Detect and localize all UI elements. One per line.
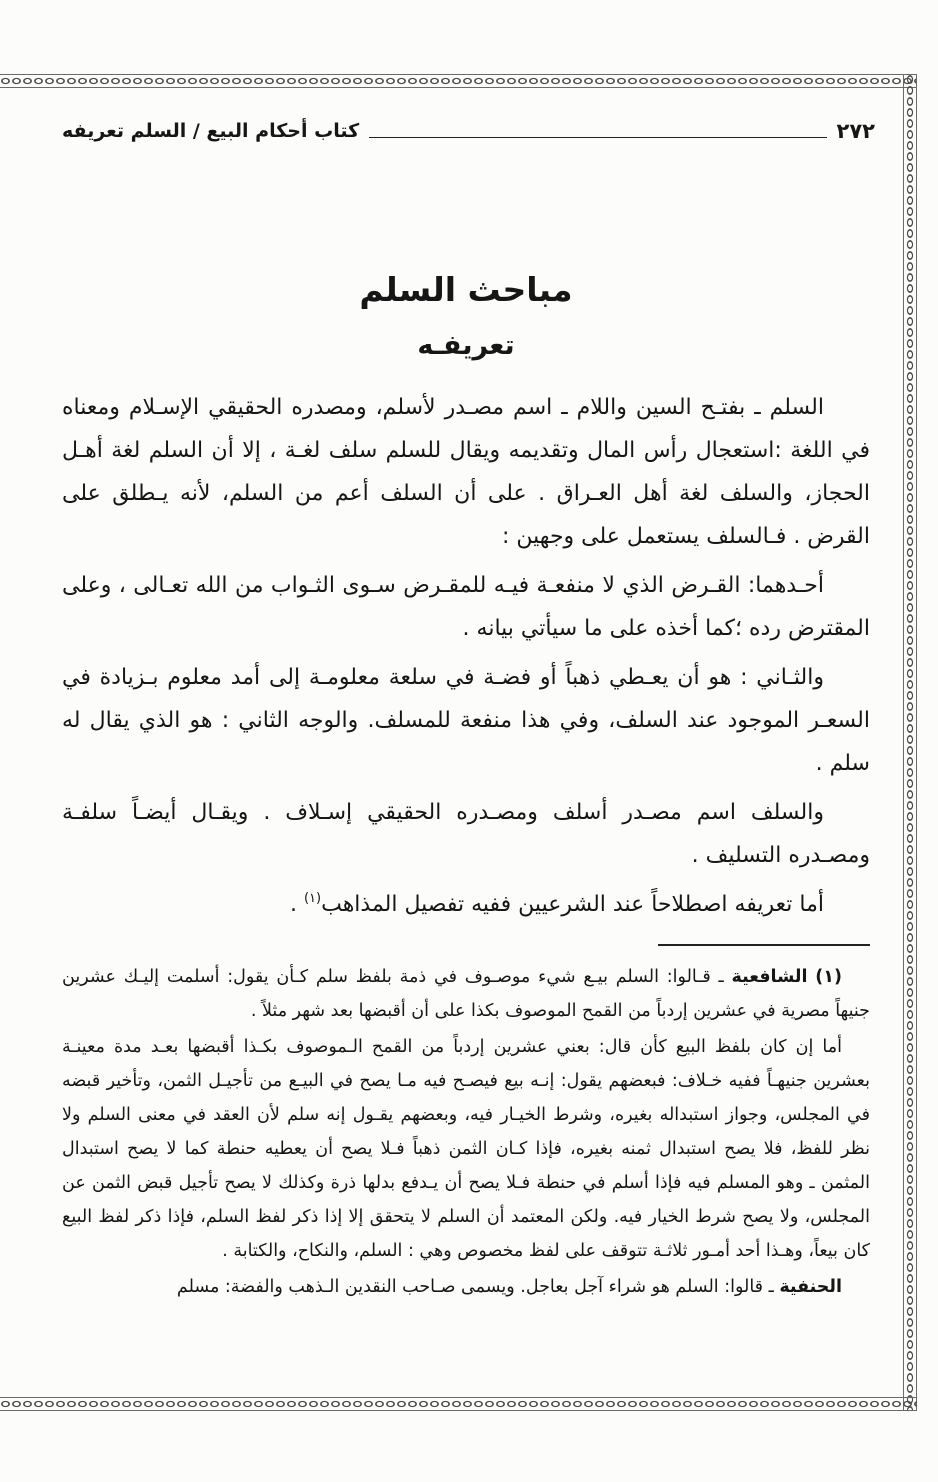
page-number: ٢٧٢ bbox=[836, 119, 875, 143]
footnote-marker: (١) bbox=[815, 967, 842, 987]
footnote-term-hanafi: الحنفية bbox=[779, 1277, 842, 1297]
footnote-reference: (١) bbox=[303, 891, 322, 906]
body-paragraph: والثـاني : هو أن يعـطي ذهباً أو فضـة في سلعة معلومـة إلى أمد معلوم بـزيادة في السعـر الموجود عند السلف، وفي هذا منفعة للمسلف. والوجه الثاني : هو الذي يقال له سلم . bbox=[62, 665, 870, 776]
decorative-border-top bbox=[0, 74, 917, 88]
footnotes bbox=[62, 960, 870, 1304]
footnote-separator bbox=[658, 944, 870, 946]
footnote-paragraph bbox=[62, 960, 870, 1028]
body-paragraph-closing bbox=[62, 883, 870, 926]
chapter-title: مباحث السلم bbox=[359, 270, 573, 309]
footnote-text: ـ قـالوا: السلم بيـع شيء موصـوف في ذمة بلفظ سلم كـأن يقول: أسلمت إليـك عشرين جنيهاً مصرية في عشرين إردباً من القمح الموصوف بكذا على أن أقبضها بعد شهر مثلاً . bbox=[62, 967, 870, 1021]
main-text bbox=[62, 386, 870, 926]
section-title: تعريفـه bbox=[417, 330, 515, 361]
closing-text: أما تعريفه اصطلاحاً عند الشرعيين ففيه تفصيل المذاهب bbox=[321, 892, 824, 917]
body-paragraph: السلم ـ بفتـح السين واللام ـ اسم مصـدر لأسلم، ومصدره الحقيقي الإسـلام ومعناه في اللغة :استعجال رأس المال وتقديمه ويقال للسلم سلف لغـة ، إلا أن السلم لغة أهـل الحجاز، والسلف لغة أهل العـراق . على أن السلف أعم من السلم، لأنه يـطلق على القرض . فـالسلف يستعمل على وجهين : bbox=[62, 395, 870, 549]
decorative-border-bottom bbox=[0, 1397, 917, 1411]
footnote-text: ـ قالوا: السلم هو شراء آجل بعاجل. ويسمى صـاحب النقدين الـذهب والفضة: مسلم bbox=[176, 1277, 774, 1297]
closing-end: . bbox=[289, 892, 304, 917]
decorative-border-right bbox=[903, 74, 917, 1411]
footnote-paragraph bbox=[62, 1270, 870, 1304]
header-rule bbox=[369, 137, 826, 138]
body-paragraph: أحـدهما: القـرض الذي لا منفعـة فيـه للمقـرض سـوى الثـواب من الله تعـالى ، وعلى المقترض رده ؛كما أخذه على ما سيأتي بيانه . bbox=[62, 573, 870, 641]
footnote-paragraph: أما إن كان بلفظ البيع كأن قال: بعني عشرين إردباً من القمح الـموصوف بكـذا أقبضها بعـد مدة معينـة بعشرين جنيهـاً ففيه خـلاف: فبعضهم يقول: إنـه بيع فيصـح فيه مـا يصح في البيـع من تأجيـل الثمن، وتأخير قبضه في المجلس، وجواز استبداله بغيره، وشرط الخيـار فيه، وبعضهم يقـول إنه سلم لأن العقد في معنى السلم ولا نظر للفظ، فلا يصح استبدال ثمنه بغيره، فإذا كـان الثمن ذهباً فـلا يصح أن يعطيه حنطة كما لا يصح استبدال المثمن ـ وهو المسلم فيه فإذا أسلم في حنطة فـلا يصح أن يـدفع بدلها ذرة وكذلك لا يصح تأجيل قبض الثمن عن المجلس، ولا يصح شرط الخيار فيه. ولكن المعتمد أن السلم لا يتحقق إلا إذا ذكر لفظ السلم، فإذا ذكر لفظ البيع كان بيعاً، وهـذا أحد أمـور ثلاثـة تتوقف على لفظ مخصوص وهي : السلم، والنكاح، والكتابة . bbox=[62, 1037, 870, 1261]
body-paragraph: والسلف اسم مصـدر أسلف ومصـدره الحقيقي إسـلاف . ويقـال أيضـاً سلفـة ومصـدره التسليف . bbox=[62, 800, 870, 868]
running-header bbox=[62, 116, 875, 146]
running-title: كتاب أحكام البيع / السلم تعريفه bbox=[62, 120, 360, 142]
page-content bbox=[62, 386, 870, 1306]
footnote-term-shafii: الشافعية bbox=[731, 967, 808, 987]
